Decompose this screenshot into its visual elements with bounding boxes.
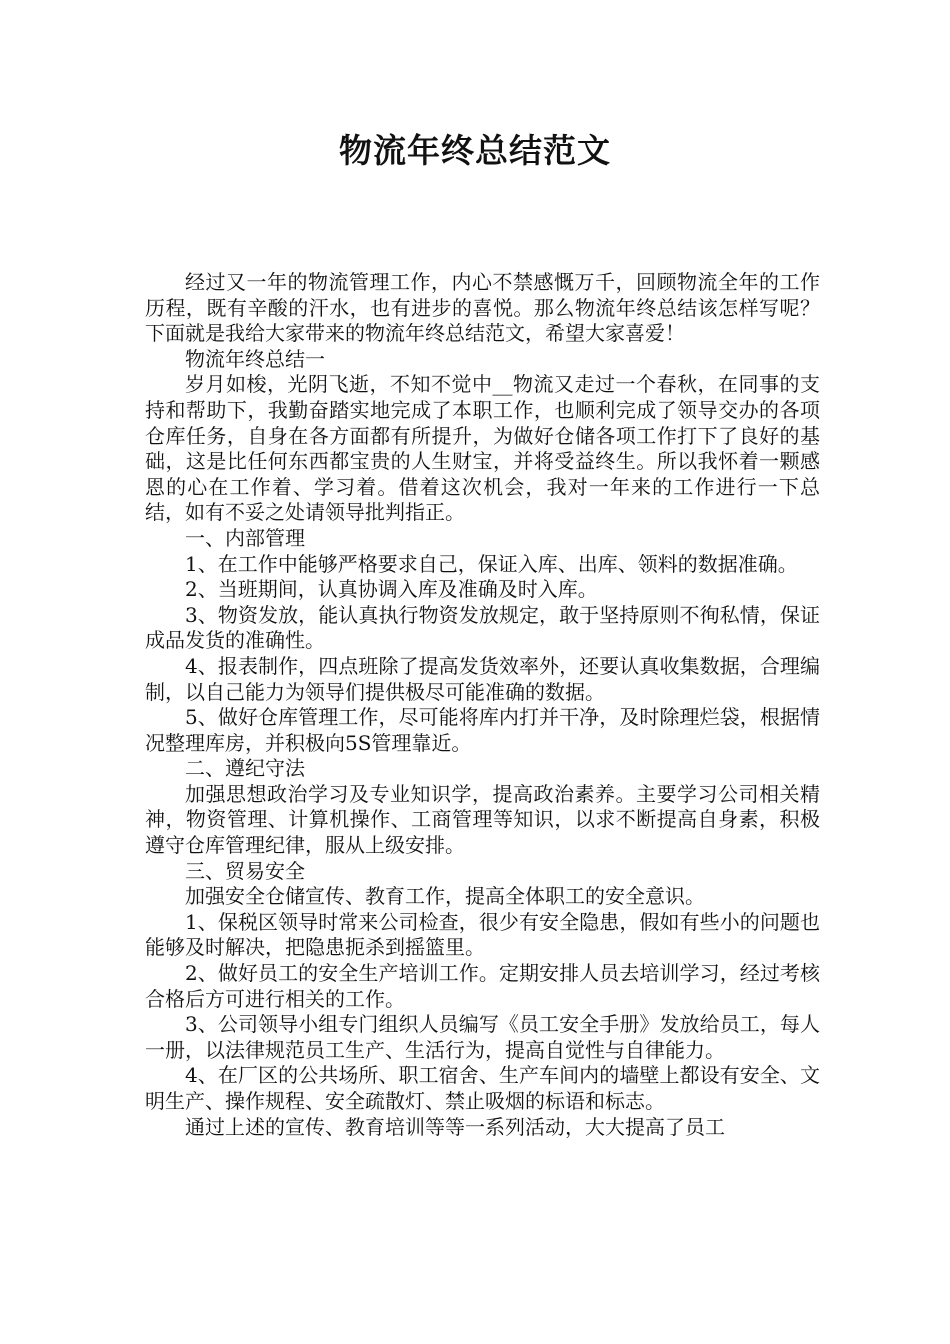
list-item: 3、物资发放，能认真执行物资发放规定，敢于坚持原则不徇私情，保证成品发货的准确性。 xyxy=(145,602,820,653)
list-item: 1、在工作中能够严格要求自己，保证入库、出库、领料的数据准确。 xyxy=(185,551,798,576)
list-item: 1、保税区领导时常来公司检查，很少有安全隐患，假如有些小的问题也能够及时解决，把隐患扼杀到摇篮里。 xyxy=(145,909,820,960)
paragraph: 岁月如梭，光阴飞逝，不知不觉中__物流又走过一个春秋，在同事的支持和帮助下，我勤奋踏实地完成了本职工作，也顺利完成了领导交办的各项仓库任务，自身在各方面都有所提升，为做好仓储各项工作打下了良好的基础，这是比任何东西都宝贵的人生财宝，并将受益终生。所以我怀着一颗感恩的心在工作着、学习着。借着这次机会，我对一年来的工作进行一下总结，如有不妥之处请领导批判指正。 xyxy=(145,372,820,525)
list-item: 2、当班期间，认真协调入库及准确及时入库。 xyxy=(185,577,598,602)
paragraph: 加强思想政治学习及专业知识学，提高政治素养。主要学习公司相关精神，物资管理、计算机操作、工商管理等知识，以求不断提高自身素，积极遵守仓库管理纪律，服从上级安排。 xyxy=(145,781,820,858)
list-item: 2、做好员工的安全生产培训工作。定期安排人员去培训学习，经过考核合格后方可进行相关的工作。 xyxy=(145,961,820,1011)
paragraph: 通过上述的宣传、教育培训等等一系列活动，大大提高了员工 xyxy=(185,1114,725,1139)
list-item: 5、做好仓库管理工作，尽可能将库内打并干净，及时除理烂袋，根据情况整理库房，并积极向5S管理靠近。 xyxy=(145,705,820,755)
section-heading: 一、内部管理 xyxy=(185,525,305,550)
intro-paragraph: 经过又一年的物流管理工作，内心不禁感慨万千，回顾物流全年的工作历程，既有辛酸的汗水，也有进步的喜悦。那么物流年终总结该怎样写呢？下面就是我给大家带来的物流年终总结范文，希望大家喜爱！ xyxy=(145,270,820,346)
section-heading: 二、遵纪守法 xyxy=(185,756,305,781)
paragraph: 加强安全仓储宣传、教育工作，提高全体职工的安全意识。 xyxy=(185,884,705,909)
list-item: 4、报表制作，四点班除了提高发货效率外，还要认真收集数据，合理编制，以自己能力为领导们提供极尽可能准确的数据。 xyxy=(145,653,820,704)
list-item: 3、公司领导小组专门组织人员编写《员工安全手册》发放给员工，每人一册，以法律规范员工生产、生活行为，提高自觉性与自律能力。 xyxy=(145,1012,820,1062)
list-item: 4、在厂区的公共场所、职工宿舍、生产车间内的墙壁上都设有安全、文明生产、操作规程、安全疏散灯、禁止吸烟的标语和标志。 xyxy=(145,1063,820,1113)
section-heading: 三、贸易安全 xyxy=(185,858,305,883)
document-body xyxy=(145,270,820,1140)
document-title: 物流年终总结范文 xyxy=(339,131,611,170)
section-heading: 物流年终总结一 xyxy=(185,346,325,371)
